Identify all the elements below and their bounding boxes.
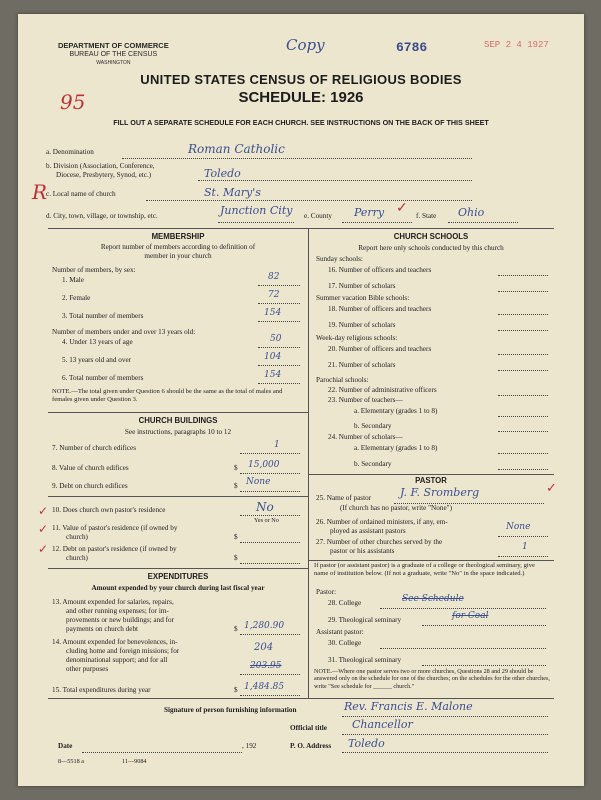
division-label-2: Diocese, Presbytery, Synod, etc.) xyxy=(56,171,152,179)
membership-title: MEMBERSHIP xyxy=(151,232,205,241)
q26-label-1: 26. Number of ordained ministers, if any, em- xyxy=(316,518,448,526)
q24-label: 24. Number of scholars— xyxy=(328,433,403,441)
church-name-label: c. Local name of church xyxy=(46,190,116,198)
address-label: P. O. Address xyxy=(290,742,332,750)
department-name: DEPARTMENT OF COMMERCE xyxy=(58,41,169,50)
check-mark-icon: ✓ xyxy=(546,480,557,495)
division-value[interactable]: Toledo xyxy=(204,167,241,180)
denomination-label: a. Denomination xyxy=(46,148,94,156)
q14-label-1: 14. Amount expended for benevolences, in- xyxy=(52,638,178,646)
pastor-note: NOTE.—Where one pastor serves two or more churches, Questions 28 and 29 should be answered only on the schedule for one of the churches; on the schedules for the other churches, write "See schedule for ______ church." xyxy=(314,668,550,690)
q13-dollar: $ xyxy=(234,625,238,633)
serial-number: 6786 xyxy=(396,40,428,55)
q9-value[interactable]: None xyxy=(246,477,271,487)
copy-note: Copy xyxy=(286,36,325,54)
q29-label: 29. Theological seminary xyxy=(328,616,402,624)
q27-label-1: 27. Number of other churches served by the xyxy=(316,538,443,546)
q8-dollar: $ xyxy=(234,464,238,472)
q10-value[interactable]: No xyxy=(256,500,274,514)
q7-value[interactable]: 1 xyxy=(274,440,280,450)
expenditures-sub: Amount expended by your church during last fiscal year xyxy=(91,584,265,592)
expenditures-title: EXPENDITURES xyxy=(147,572,209,581)
schools-sub: Report here only schools conducted by this church xyxy=(358,244,504,252)
q2-label: 2. Female xyxy=(62,294,91,302)
check-mark-icon: ✓ xyxy=(396,201,408,216)
q24b-label: b. Secondary xyxy=(354,460,392,468)
q21-label: 21. Number of scholars xyxy=(328,361,396,369)
signature-label: Signature of person furnishing information xyxy=(164,706,297,714)
county-label: e. County xyxy=(304,212,332,220)
q3-label: 3. Total number of members xyxy=(62,312,144,320)
q13-label-1: 13. Amount expended for salaries, repairs, xyxy=(52,598,174,606)
q25-note: (If church has no pastor, write "None") xyxy=(340,504,452,512)
census-form-page xyxy=(18,14,584,786)
q6-label: 6. Total number of members xyxy=(62,374,144,382)
pastor-title: PASTOR xyxy=(415,476,447,485)
q19-label: 19. Number of scholars xyxy=(328,321,396,329)
q29-value[interactable]: for Coal xyxy=(452,611,489,621)
q3-value[interactable]: 154 xyxy=(264,308,282,318)
date-year: , 192 xyxy=(242,742,257,750)
form-number: 8—5518 a xyxy=(58,758,84,765)
q28-value[interactable]: See Schedule xyxy=(402,594,464,604)
q13-value[interactable]: 1,280.90 xyxy=(244,621,285,631)
pastor-sublabel: Pastor: xyxy=(316,588,336,596)
summer-header: Summer vacation Bible schools: xyxy=(316,294,410,302)
parochial-header: Parochial schools: xyxy=(316,376,369,384)
state-value[interactable]: Ohio xyxy=(458,206,485,219)
q14-correction: 204 xyxy=(254,642,274,653)
q11-label-2: church) xyxy=(66,533,88,541)
form-title: UNITED STATES CENSUS OF RELIGIOUS BODIES xyxy=(140,72,462,87)
bureau-name: BUREAU OF THE CENSUS xyxy=(69,50,158,58)
q5-value[interactable]: 104 xyxy=(264,352,282,362)
by-sex-label: Number of members, by sex: xyxy=(52,266,136,274)
q27-value[interactable]: 1 xyxy=(522,542,528,552)
membership-note: NOTE.—The total given under Question 6 should be the same as the total of males and females given under Question 3. xyxy=(52,388,283,403)
city-name: WASHINGTON xyxy=(96,60,131,66)
q12-label-2: church) xyxy=(66,554,88,562)
county-value[interactable]: Perry xyxy=(354,206,385,219)
department-header xyxy=(58,42,169,68)
form-subtitle: SCHEDULE: 1926 xyxy=(238,89,364,106)
q9-label: 9. Debt on church edifices xyxy=(52,482,128,490)
q4-value[interactable]: 50 xyxy=(270,334,282,344)
q5-label: 5. 13 years old and over xyxy=(62,356,132,364)
q30-label: 30. College xyxy=(328,639,362,647)
yes-no-hint: Yes or No xyxy=(254,517,279,524)
q26-value[interactable]: None xyxy=(506,522,531,532)
check-mark-icon: ✓ xyxy=(38,504,49,518)
q11-dollar: $ xyxy=(234,533,238,541)
church-name-value[interactable]: St. Mary's xyxy=(204,186,261,199)
q25-value[interactable]: J. F. Sromberg xyxy=(400,486,480,499)
denomination-value[interactable]: Roman Catholic xyxy=(188,142,285,156)
membership-sub-1: Report number of members according to definition of xyxy=(100,243,256,251)
q7-label: 7. Number of church edifices xyxy=(52,444,137,452)
q14-value[interactable]: 203.95 xyxy=(250,661,282,671)
q12-dollar: $ xyxy=(234,554,238,562)
form-number-2: 11—9084 xyxy=(122,758,147,765)
marginal-mark-r: R xyxy=(32,180,48,204)
q4-label: 4. Under 13 years of age xyxy=(62,338,133,346)
sunday-header: Sunday schools: xyxy=(316,255,363,263)
q25-label: 25. Name of pastor xyxy=(316,494,372,502)
schools-title: CHURCH SCHOOLS xyxy=(393,232,469,241)
q14-label-2: cluding home and foreign missions; for xyxy=(66,647,180,655)
address-value[interactable]: Toledo xyxy=(348,737,385,750)
q13-label-4: payments on church debt xyxy=(66,625,139,633)
signature-value[interactable]: Rev. Francis E. Malone xyxy=(344,700,473,713)
buildings-title: CHURCH BUILDINGS xyxy=(138,416,218,425)
q13-label-2: and other running expenses; for im- xyxy=(66,607,169,615)
q10-label: 10. Does church own pastor's residence xyxy=(52,506,166,514)
q23b-label: b. Secondary xyxy=(354,422,392,430)
assistant-sublabel: Assistant pastor: xyxy=(316,628,364,636)
q15-label: 15. Total expenditures during year xyxy=(52,686,151,694)
state-label: f. State xyxy=(416,212,437,220)
buildings-sub: See instructions, paragraphs 10 to 12 xyxy=(124,428,232,436)
division-label-1: b. Division (Association, Conference, xyxy=(46,162,155,170)
q8-value[interactable]: 15,000 xyxy=(248,460,280,470)
q14-label-4: other purposes xyxy=(66,665,109,673)
date-label: Date xyxy=(58,742,73,750)
q15-value[interactable]: 1,484.85 xyxy=(244,682,285,692)
membership-sub-2: member in your church xyxy=(144,252,212,260)
q2-value[interactable]: 72 xyxy=(268,290,280,300)
q23-label: 23. Number of teachers— xyxy=(328,396,403,404)
q14-label-3: denominational support; and for all xyxy=(66,656,168,664)
q15-dollar: $ xyxy=(234,686,238,694)
marginal-number: 95 xyxy=(60,90,86,114)
city-label: d. City, town, village, or township, etc. xyxy=(46,212,158,220)
q17-label: 17. Number of scholars xyxy=(328,282,396,290)
official-title-value[interactable]: Chancellor xyxy=(352,718,413,731)
q26-label-2: ployed as assistant pastors xyxy=(330,527,406,535)
q12-label-1: 12. Debt on pastor's residence (if owned by xyxy=(52,545,177,553)
q31-label: 31. Theological seminary xyxy=(328,656,402,664)
q13-label-3: provements or new buildings; and for xyxy=(66,616,174,624)
check-mark-icon: ✓ xyxy=(38,542,49,556)
q23a-label: a. Elementary (grades 1 to 8) xyxy=(354,407,438,415)
city-value[interactable]: Junction City xyxy=(220,204,293,217)
q22-label: 22. Number of administrative officers xyxy=(328,386,437,394)
q20-label: 20. Number of officers and teachers xyxy=(328,345,432,353)
age-header: Number of members under and over 13 years old: xyxy=(52,328,196,336)
check-mark-icon: ✓ xyxy=(38,522,49,536)
instructions: FILL OUT A SEPARATE SCHEDULE FOR EACH CHURCH. SEE INSTRUCTIONS ON THE BACK OF THIS SHEET xyxy=(113,118,489,127)
official-title-label: Official title xyxy=(290,724,327,732)
q28-label: 28. College xyxy=(328,599,362,607)
q9-dollar: $ xyxy=(234,482,238,490)
q16-label: 16. Number of officers and teachers xyxy=(328,266,432,274)
weekday-header: Week-day religious schools: xyxy=(316,334,398,342)
q1-value[interactable]: 82 xyxy=(268,272,280,282)
q6-value[interactable]: 154 xyxy=(264,370,282,380)
graduate-instructions: If pastor (or assistant pastor) is a graduate of a college or theological seminary, give name of institution below. (If not a graduate, write "No" in the space indicated.) xyxy=(314,562,535,577)
q27-label-2: pastor or his assistants xyxy=(330,547,395,555)
q8-label: 8. Value of church edifices xyxy=(52,464,129,472)
q24a-label: a. Elementary (grades 1 to 8) xyxy=(354,444,438,452)
q1-label: 1. Male xyxy=(62,276,84,284)
q11-label-1: 11. Value of pastor's residence (if owned by xyxy=(52,524,178,532)
received-stamp: SEP 2 4 1927 xyxy=(484,40,549,50)
q18-label: 18. Number of officers and teachers xyxy=(328,305,432,313)
